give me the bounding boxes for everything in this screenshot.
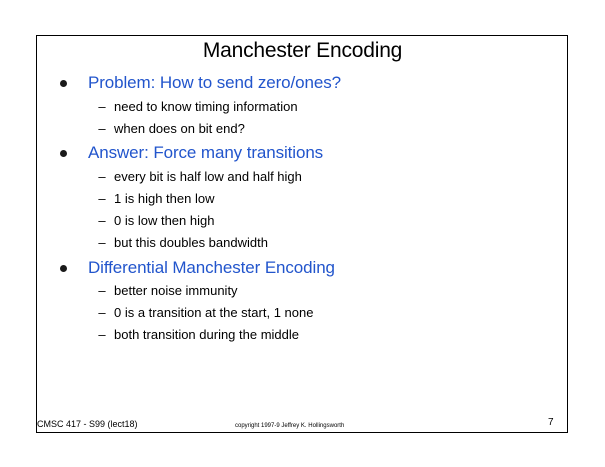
bullet-dot-icon xyxy=(60,150,67,157)
dash-icon: – xyxy=(98,282,106,298)
subitem xyxy=(98,119,245,137)
dash-icon: – xyxy=(98,190,106,206)
subitem-text: but this doubles bandwidth xyxy=(114,234,268,250)
subitem-text: 0 is a transition at the start, 1 none xyxy=(114,304,314,320)
footer-course: CMSC 417 - S99 (lect18) xyxy=(37,419,138,429)
subitem xyxy=(98,303,313,321)
bullet-text: Differential Manchester Encoding xyxy=(88,258,335,277)
subitem-text: 1 is high then low xyxy=(114,190,215,206)
dash-icon: – xyxy=(98,168,106,184)
subitem-text: 0 is low then high xyxy=(114,212,215,228)
footer-copyright: copyright 1997-9 Jeffrey K. Hollingsworth xyxy=(235,423,345,429)
bullet-text: Answer: Force many transitions xyxy=(88,143,324,162)
subitem-text: every bit is half low and half high xyxy=(114,168,302,184)
subitem xyxy=(98,211,214,229)
subitem xyxy=(98,167,302,185)
page-number: 7 xyxy=(548,417,554,428)
subitem-text: when does on bit end? xyxy=(114,120,245,136)
bullet-dot-icon xyxy=(60,265,67,272)
slide-title: Manchester Encoding xyxy=(202,39,403,62)
dash-icon: – xyxy=(98,212,106,228)
subitem xyxy=(98,325,299,343)
dash-icon: – xyxy=(98,326,106,342)
dash-icon: – xyxy=(98,304,106,320)
subitem-text: better noise immunity xyxy=(114,282,238,298)
subitem-text: both transition during the middle xyxy=(114,326,300,342)
subitem xyxy=(98,189,214,207)
subitem xyxy=(98,97,298,115)
subitem xyxy=(98,233,268,251)
dash-icon: – xyxy=(98,234,106,250)
bullet-text: Problem: How to send zero/ones? xyxy=(88,73,341,92)
bullet-differential xyxy=(60,257,335,279)
subitem xyxy=(98,281,238,299)
bullet-dot-icon xyxy=(60,80,67,87)
dash-icon: – xyxy=(98,120,106,136)
dash-icon: – xyxy=(98,98,106,114)
bullet-answer xyxy=(60,142,323,164)
bullet-problem xyxy=(60,72,341,94)
subitem-text: need to know timing information xyxy=(114,98,298,114)
